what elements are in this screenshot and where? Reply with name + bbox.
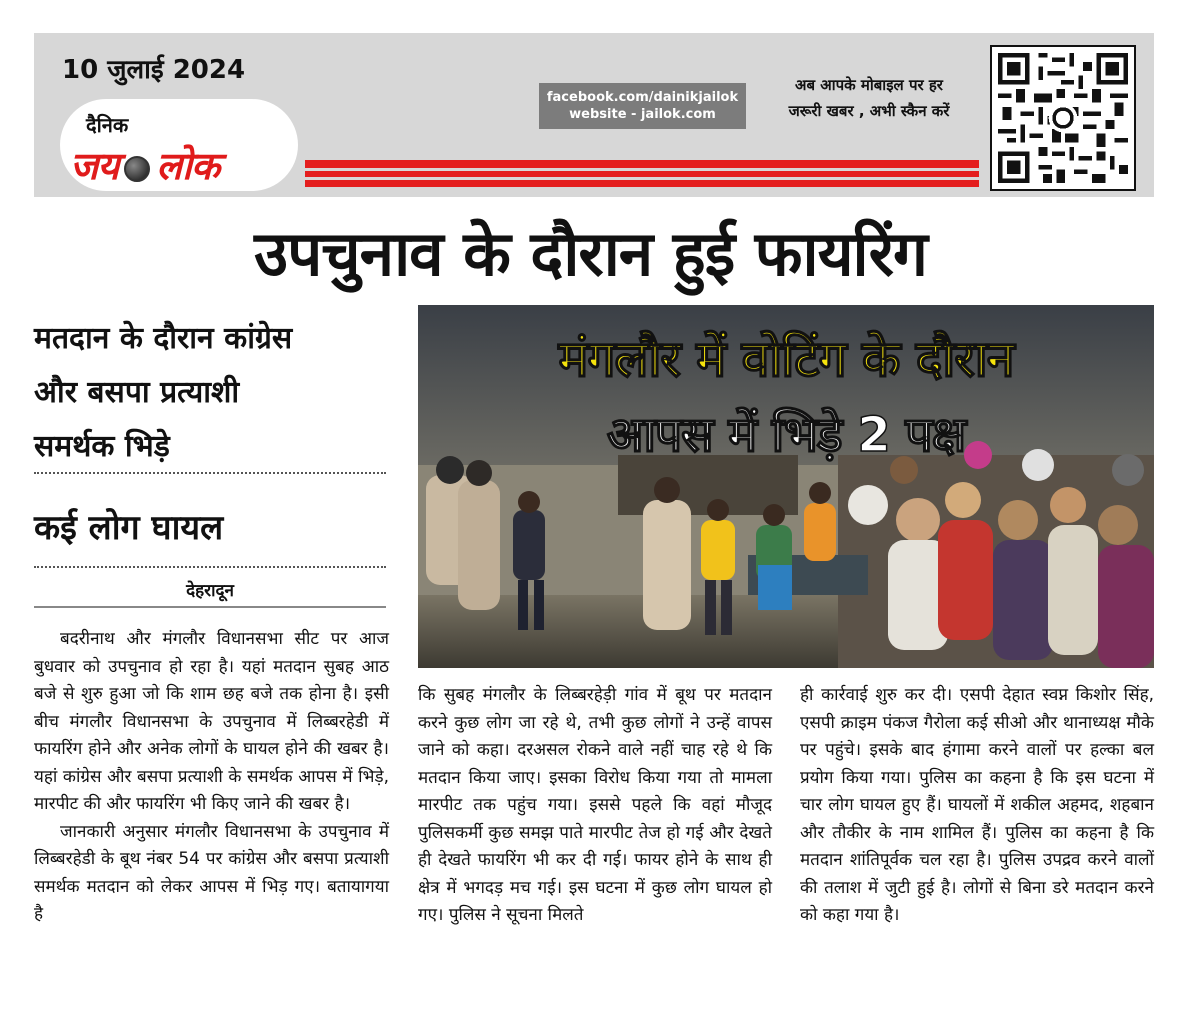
social-links-box [539, 83, 746, 129]
paragraph-4: ही कार्रवाई शुरु कर दी। एसपी देहात स्वप्न किशोर सिंह, एसपी क्राइम पंकज गैरोला कई सीओ और थानाध्यक्ष मौके पर पहुंचे। इसके बाद हंगामा करने वालों पर हल्का बल प्रयोग किया गया। पुलिस का कहना है कि इस घटना में चार लोग घायल हुए हैं। घायलों में शकील अहमद, शहबान और तौकीर के नाम शामिल हैं। पुलिस का कहना है कि मतदान शांतिपूर्वक चल रहा है। पुलिस उपद्रव करने वालों की तलाश में जुटी हुई है। लोगों से बिना डरे मतदान करने को कहा गया है। [800, 685, 1154, 925]
globe-icon [124, 156, 150, 182]
stripe-middle [305, 171, 979, 177]
issue-date: 10 जुलाई 2024 [62, 55, 246, 85]
photo-caption-line2: आपस में भिड़े 2 पक्ष [606, 407, 966, 463]
dotted-divider-2 [34, 566, 386, 568]
scan-prompt-line2: जरूरी खबर , अभी स्कैन करें [788, 102, 950, 120]
main-headline: उपचुनाव के दौरान हुई फायरिंग [254, 217, 927, 290]
subheadline-line2: और बसपा प्रत्याशी [34, 375, 240, 410]
article-column-2 [418, 682, 772, 930]
facebook-link[interactable]: facebook.com/dainikjailok [546, 90, 739, 105]
article-column-1 [34, 626, 389, 929]
website-link[interactable]: website - jailok.com [569, 107, 716, 122]
subheadline-line1: मतदान के दौरान कांग्रेस [34, 321, 293, 356]
paragraph-2: जानकारी अनुसार मंगलौर विधानसभा के उपचुनाव में लिब्बरहेडी के बूथ नंबर 54 पर कांग्रेस और बसपा प्रत्याशी समर्थक मतदान को लेकर आपस में भिड़ गए। बतायागया है [34, 821, 389, 924]
logo-name-part2: लोक [156, 144, 220, 188]
paragraph-1: बदरीनाथ और मंगलौर विधानसभा सीट पर आज बुधवार को उपचुनाव हो रहा है। यहां मतदान सुबह आठ बजे से शुरु हुआ जो कि शाम छह बजे तक होना है। इसी बीच मंगलौर विधानसभा के उपचुनाव में लिब्बरहेडी में फायरिंग होने और अनेक लोगों के घायल होने की खबर है। यहां कांग्रेस और बसपा प्रत्याशी के समर्थक आपस में भिड़े, मारपीट की और फायरिंग भी किए जाने की खबर है। [34, 629, 389, 814]
subheadline [34, 312, 384, 474]
secondary-subheadline: कई लोग घायल [34, 508, 224, 548]
photo-caption-line1: मंगलौर में वोटिंग के दौरान [558, 330, 1014, 388]
red-stripes [305, 160, 979, 188]
dateline: देहरादून [186, 581, 234, 601]
subheadline-line3: समर्थक भिड़े [34, 429, 170, 464]
stripe-bottom [305, 180, 979, 187]
scan-prompt [758, 72, 980, 124]
dateline-rule [34, 606, 386, 608]
qr-code-icon[interactable] [990, 45, 1136, 191]
stripe-top [305, 160, 979, 168]
logo-name [70, 139, 219, 191]
logo-name-part1: जय [70, 144, 119, 188]
article-column-3 [800, 682, 1154, 930]
dotted-divider [34, 472, 386, 474]
scan-prompt-line1: अब आपके मोबाइल पर हर [795, 76, 943, 94]
logo-prefix: दैनिक [86, 113, 129, 137]
paragraph-3: कि सुबह मंगलौर के लिब्बरहेड़ी गांव में बूथ पर मतदान करने कुछ लोग जा रहे थे, तभी कुछ लोगों ने उन्हें वापस जाने को कहा। दरअसल रोकने वाले नहीं चाह रहे थे कि मतदान किया जाए। इसका विरोध किया गया तो मामला मारपीट तक पहुंच गया। इससे पहले कि वहां मौजूद पुलिसकर्मी कुछ समझ पाते मारपीट तेज हो गई और देखते ही देखते फायरिंग भी कर दी गई। फायर होने के साथ ही क्षेत्र में भगदड़ मच गई। इस घटना में कुछ लोग घायल हो गए। पुलिस ने सूचना मिलते [418, 685, 772, 925]
news-photo [418, 305, 1154, 668]
